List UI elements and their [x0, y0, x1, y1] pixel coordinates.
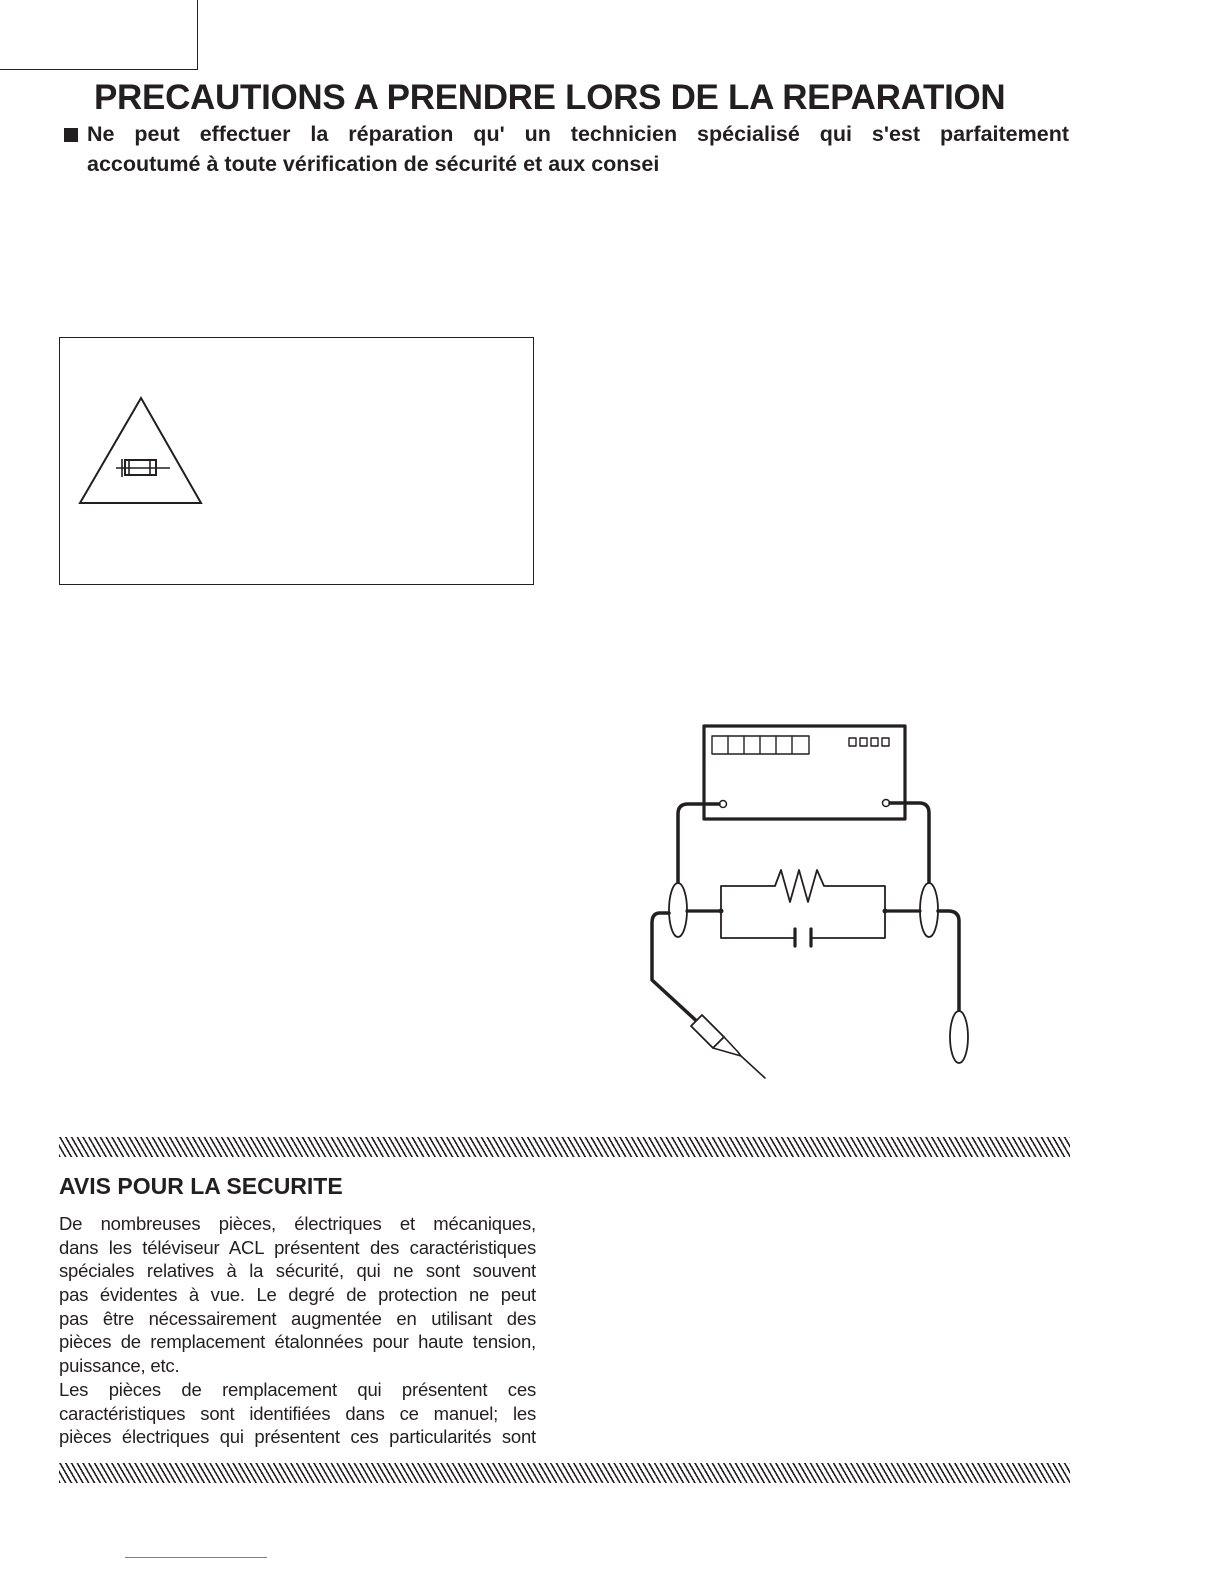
clip-right [920, 883, 938, 937]
safety-notice-line: pièces de remplacement étalonnées pour haute tension, [59, 1331, 536, 1353]
hatched-divider-bottom [59, 1463, 1070, 1483]
leakage-current-test-diagram [630, 715, 990, 1085]
meter-button [860, 738, 867, 746]
intro-line-1: Ne peut effectuer la réparation qu' un technicien spécialisé qui s'est parfaitement [87, 122, 1069, 146]
page-corner-frame [0, 0, 198, 70]
safety-notice-line: Les pièces de remplacement qui présentent ces [59, 1378, 536, 1400]
hatched-divider-top [59, 1137, 1070, 1157]
safety-notice-line: De nombreuses pièces, électriques et mécaniques, [59, 1213, 536, 1234]
footer-rule [125, 1557, 267, 1558]
intro-line-2: accoutumé à toute vérification de sécurité et aux consei [87, 152, 660, 176]
safety-notice-line: pièces électriques qui présentent ces particularités sont [59, 1426, 536, 1448]
safety-notice-line: spéciales relatives à la sécurité, qui ne sont souvent [59, 1260, 536, 1282]
page-title: PRECAUTIONS A PRENDRE LORS DE LA REPARATION [94, 78, 1006, 117]
meter-body [704, 726, 905, 819]
safety-notice-text [59, 1212, 536, 1449]
safety-notice-line: pas être nécessairement augmentée en utilisant des [59, 1307, 536, 1329]
square-bullet-icon [64, 128, 78, 142]
fuse-warning-triangle-icon [78, 396, 204, 506]
safety-notice-line: pas évidentes à vue. Le degré de protection ne peut [59, 1284, 536, 1306]
clip-left [669, 883, 687, 937]
safety-notice-line: caractéristiques sont identifiées dans ce manuel; les [59, 1402, 536, 1424]
fuse-warning-box [59, 337, 534, 585]
safety-notice-heading: AVIS POUR LA SECURITE [59, 1173, 343, 1199]
safety-notice-line: puissance, etc. [59, 1355, 180, 1377]
resistor [721, 870, 885, 911]
meter-button [849, 738, 856, 746]
meter-button [871, 738, 878, 746]
meter-button [882, 738, 889, 746]
ground-clip [950, 1011, 968, 1063]
safety-notice-line: dans les téléviseur ACL présentent des caractéristiques [59, 1236, 536, 1258]
